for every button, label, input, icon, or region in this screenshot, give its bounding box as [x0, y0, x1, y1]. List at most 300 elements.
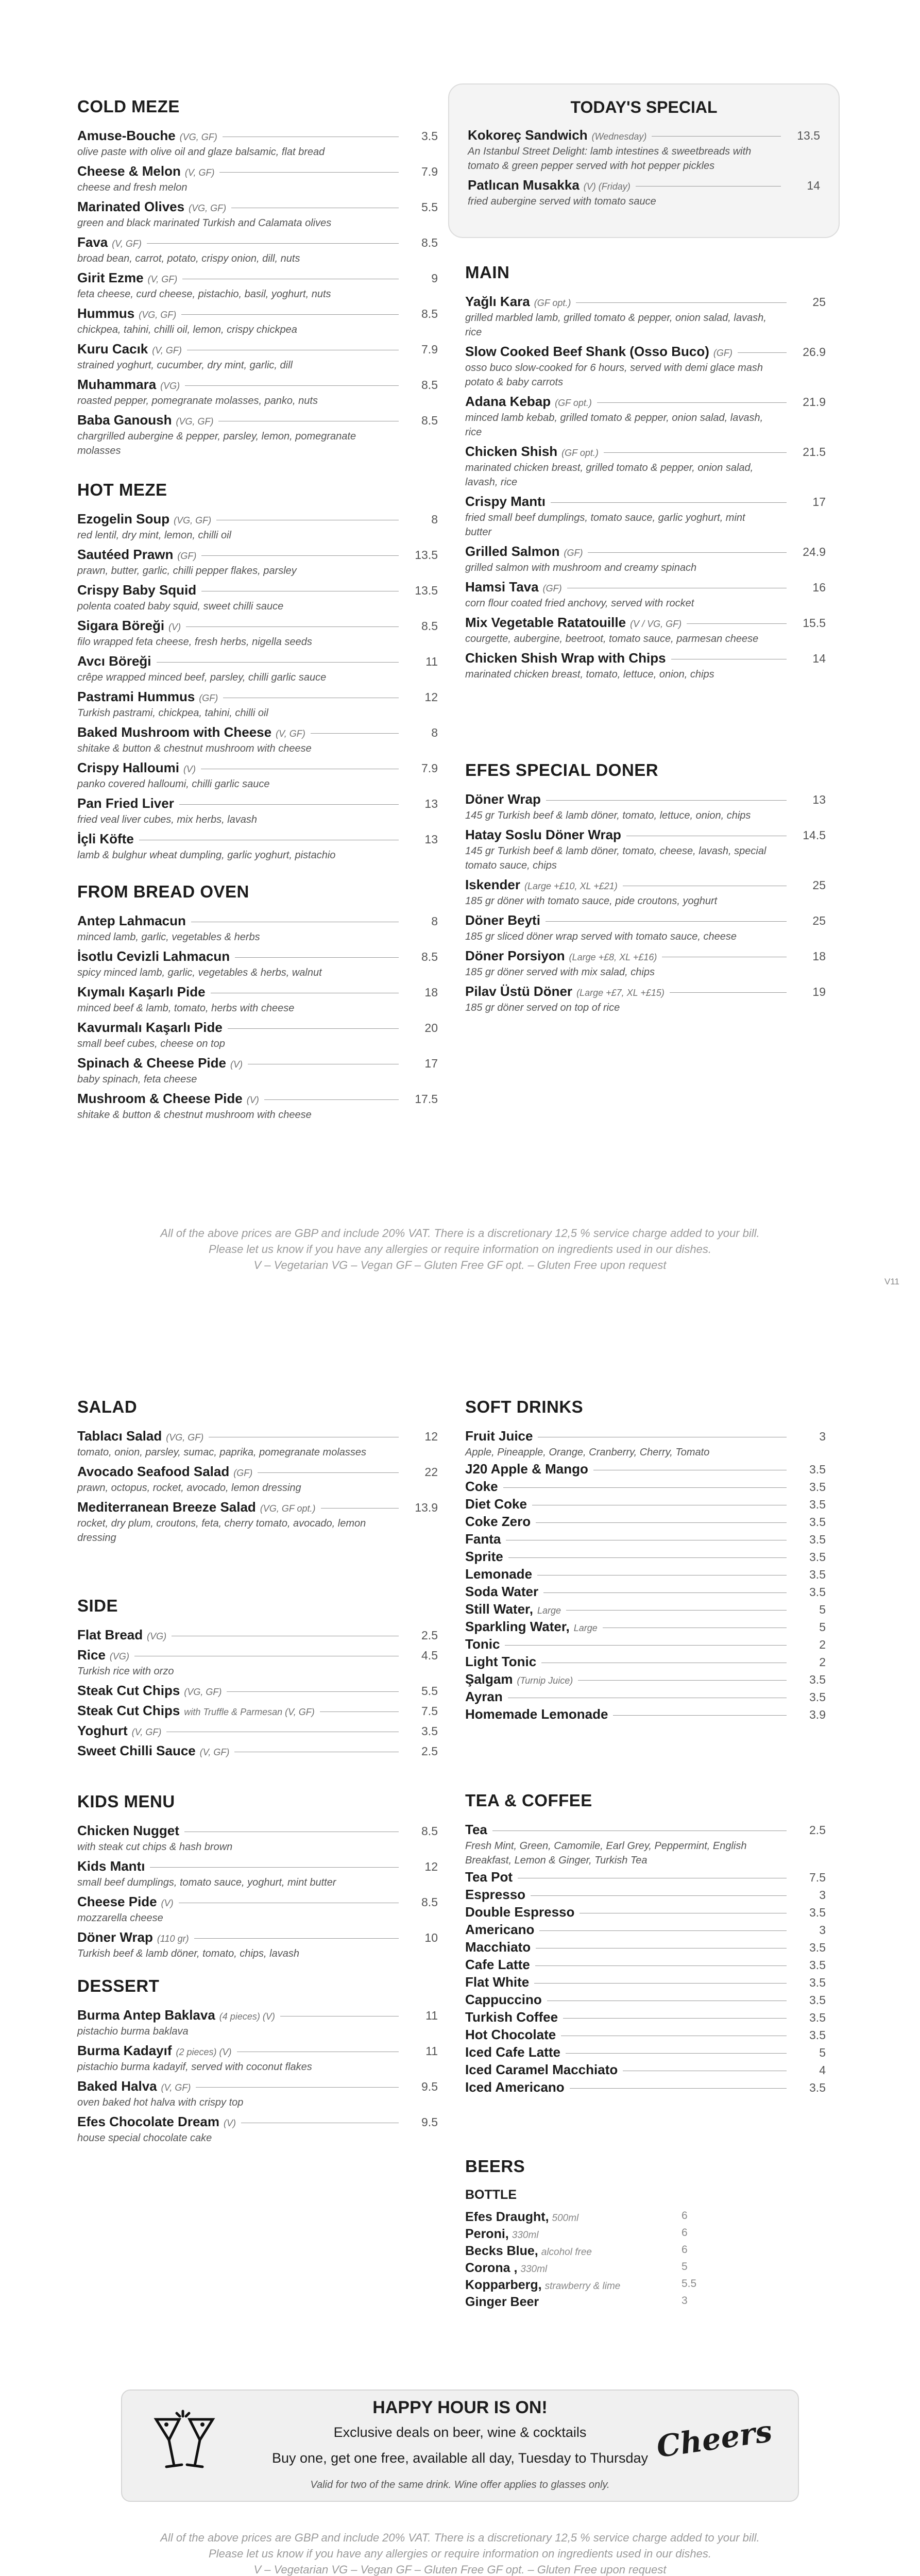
- item-name: Still Water,: [465, 1601, 533, 1617]
- item-price: 3.5: [809, 1690, 826, 1704]
- item-tag: (GF): [177, 551, 197, 561]
- menu-item: [465, 1706, 826, 1722]
- item-tag: (110 gr): [157, 1934, 189, 1944]
- menu-item-row: [465, 1514, 826, 1530]
- item-description: osso buco slow-cooked for 6 hours, served with demi glace mash potato & baby carrots: [465, 362, 763, 388]
- menu-item: [465, 579, 826, 611]
- item-price: 21.9: [803, 395, 826, 409]
- menu-item: [77, 1055, 438, 1087]
- bread-oven-section: [77, 882, 438, 1126]
- item-tag: (Turnip Juice): [517, 1675, 573, 1686]
- menu-item: [465, 1566, 826, 1582]
- item-tag: (V): [183, 764, 196, 774]
- item-price: 8.5: [421, 1824, 438, 1838]
- dotted-leader: [563, 2018, 787, 2019]
- menu-item: [465, 344, 826, 389]
- item-description: minced lamb kebab, grilled tomato & pepper, onion salad, lavash, rice: [465, 412, 763, 438]
- item-description: chargrilled aubergine & pepper, parsley, lemon, pomegranate molasses: [77, 431, 356, 456]
- menu-item-row: [465, 1706, 826, 1722]
- dotted-leader: [566, 1610, 787, 1611]
- menu-item: [465, 912, 826, 944]
- item-name: Light Tonic: [465, 1654, 537, 1669]
- item-name: Double Espresso: [465, 1904, 575, 1920]
- item-description: rocket, dry plum, croutons, feta, cherry tomato, avocado, lemon dressing: [77, 1518, 366, 1544]
- beer-item: [465, 2295, 826, 2310]
- item-price: 3.5: [809, 1673, 826, 1686]
- menu-item-row: [465, 1992, 826, 2008]
- dotted-leader: [534, 1983, 787, 1984]
- item-description: house special chocolate cake: [77, 2132, 212, 2144]
- menu-item: [77, 618, 438, 649]
- item-price: 2.5: [809, 1823, 826, 1837]
- item-name: Cheese & Melon: [77, 163, 181, 179]
- item-name: Pan Fried Liver: [77, 795, 174, 811]
- item-name: Burma Antep Baklava: [77, 2007, 215, 2023]
- item-tag: (V): [230, 1059, 243, 1070]
- section-title: HOT MEZE: [77, 480, 167, 499]
- item-name: Fava: [77, 234, 108, 250]
- dotted-leader: [185, 385, 399, 386]
- footer-note: [52, 1225, 868, 1273]
- menu-item: [77, 341, 438, 372]
- item-name: Flat Bread: [77, 1627, 143, 1642]
- menu-item-row: [465, 344, 826, 360]
- menu-item: [465, 2044, 826, 2060]
- menu-list: [465, 1428, 826, 1722]
- menu-item-row: [77, 653, 438, 669]
- menu-item: [77, 1743, 438, 1759]
- menu-item: [465, 827, 826, 873]
- menu-item: [465, 877, 826, 908]
- item-price: 3: [819, 1430, 826, 1443]
- item-price: 8: [431, 726, 438, 739]
- menu-list: [468, 127, 820, 209]
- item-price: 11: [425, 2009, 438, 2022]
- item-description: marinated chicken breast, grilled tomato & pepper, onion salad, lavash, rice: [465, 462, 754, 488]
- item-price: 13: [424, 833, 438, 846]
- menu-item-row: [465, 1822, 826, 1838]
- doner-section: [465, 760, 826, 1019]
- beer-name: Efes Draught,: [465, 2210, 549, 2224]
- item-name: Pastrami Hummus: [77, 689, 195, 704]
- item-price: 2.5: [421, 1744, 438, 1758]
- menu-item-row: [77, 1428, 438, 1444]
- item-name: Hummus: [77, 306, 135, 321]
- menu-item-row: [465, 1904, 826, 1920]
- menu-item-row: [465, 444, 826, 460]
- menu-item: [77, 163, 438, 195]
- menu-item: [77, 1683, 438, 1699]
- menu-item: [465, 1922, 826, 1938]
- item-price: 20: [424, 1021, 438, 1035]
- item-name: Ayran: [465, 1689, 503, 1704]
- menu-item: [465, 1636, 826, 1652]
- item-name: Döner Porsiyon: [465, 948, 565, 963]
- item-tag: (VG): [160, 381, 180, 391]
- item-price: 22: [424, 1465, 438, 1479]
- item-price: 26.9: [803, 345, 826, 359]
- salad-section: [77, 1397, 438, 1549]
- item-name: Efes Chocolate Dream: [77, 2114, 219, 2129]
- item-tag: (GF): [199, 693, 218, 703]
- menu-item: [465, 948, 826, 979]
- item-price: 8.5: [421, 236, 438, 249]
- happy-hour-title: HAPPY HOUR IS ON!: [372, 2398, 548, 2417]
- item-name: Tonic: [465, 1636, 500, 1652]
- section-title: SOFT DRINKS: [465, 1397, 584, 1416]
- item-description: An Istanbul Street Delight: lamb intestines & sweetbreads with tomato & green pepper served with hot pepper pickles: [468, 146, 752, 172]
- dotted-leader: [196, 2087, 399, 2088]
- menu-list: [77, 1823, 438, 1961]
- dotted-leader: [503, 1487, 787, 1488]
- item-price: 3.5: [809, 1585, 826, 1599]
- menu-item: [77, 1858, 438, 1890]
- menu-item-row: [465, 827, 826, 843]
- item-price: 18: [424, 986, 438, 999]
- menu-item-row: [77, 1858, 438, 1874]
- menu-list: [77, 1428, 438, 1545]
- item-description: broad bean, carrot, potato, crispy onion, dill, nuts: [77, 253, 300, 264]
- item-name: Antep Lahmacun: [77, 913, 186, 928]
- footer-line: All of the above prices are GBP and include 20% VAT. There is a discretionary 12,5 % service charge added to your bill.: [160, 1227, 760, 1240]
- menu-item-row: [77, 689, 438, 705]
- main-section: [465, 263, 826, 686]
- menu-item: [465, 984, 826, 1015]
- beers-section: [465, 2157, 826, 2312]
- item-description: Turkish rice with orzo: [77, 1666, 174, 1677]
- item-description: 145 gr Turkish beef & lamb döner, tomato, lettuce, onion, chips: [465, 810, 751, 821]
- dotted-leader: [235, 957, 399, 958]
- item-price: 25: [812, 878, 826, 892]
- item-tag: (V): [223, 2118, 236, 2128]
- menu-item: [465, 2027, 826, 2043]
- item-price: 17: [812, 495, 826, 509]
- item-name: Hot Chocolate: [465, 2027, 556, 2042]
- item-price: 17: [424, 1057, 438, 1070]
- item-tag: (V): [246, 1095, 259, 1105]
- menu-item: [465, 1939, 826, 1955]
- item-tag: (Wednesday): [591, 131, 647, 142]
- menu-item: [77, 2114, 438, 2145]
- item-description: green and black marinated Turkish and Calamata olives: [77, 217, 332, 229]
- menu-item: [465, 1671, 826, 1687]
- menu-item-row: [77, 984, 438, 1000]
- item-name: Iced Caramel Macchiato: [465, 2062, 618, 2077]
- menu-item-row: [77, 1499, 438, 1515]
- item-name: Iced Americano: [465, 2079, 565, 2095]
- item-price: 25: [812, 295, 826, 309]
- menu-item-row: [465, 791, 826, 807]
- menu-item-row: [465, 1601, 826, 1617]
- item-price: 13.5: [415, 584, 438, 597]
- item-price: 3.5: [421, 1724, 438, 1738]
- menu-item: [465, 1974, 826, 1990]
- item-price: 7.9: [421, 761, 438, 775]
- menu-item-row: [77, 163, 438, 179]
- item-name: Fruit Juice: [465, 1428, 533, 1444]
- menu-item-row: [77, 2043, 438, 2059]
- item-description: grilled salmon with mushroom and creamy spinach: [465, 562, 697, 573]
- item-description: 145 gr Turkish beef & lamb döner, tomato, cheese, lavash, special tomato sauce, chips: [465, 845, 766, 871]
- menu-list: [77, 2007, 438, 2145]
- item-description: filo wrapped feta cheese, fresh herbs, nigella seeds: [77, 636, 312, 648]
- item-description: tomato, onion, parsley, sumac, paprika, pomegranate molasses: [77, 1447, 367, 1458]
- beer-price: 3: [682, 2295, 688, 2307]
- dotted-leader: [505, 1645, 787, 1646]
- item-price: 8.5: [421, 619, 438, 633]
- dotted-leader: [531, 1895, 787, 1896]
- item-description: Turkish beef & lamb döner, tomato, chips, lavash: [77, 1948, 299, 1959]
- menu-item: [77, 511, 438, 543]
- footer-line: V – Vegetarian VG – Vegan GF – Gluten Free GF opt. – Gluten Free upon request: [253, 1259, 667, 1272]
- item-description: oven baked hot halva with crispy top: [77, 2097, 244, 2108]
- item-price: 11: [425, 655, 438, 668]
- item-name: Fanta: [465, 1531, 501, 1547]
- cheers-logo: Cheers: [654, 2413, 774, 2465]
- menu-item-row: [77, 1823, 438, 1839]
- menu-item-row: [465, 2044, 826, 2060]
- menu-list: [77, 128, 438, 458]
- item-price: 13: [424, 797, 438, 810]
- menu-item-row: [465, 544, 826, 560]
- menu-item-row: [465, 1636, 826, 1652]
- menu-item-row: [77, 1091, 438, 1107]
- menu-list: [77, 511, 438, 862]
- item-price: 3.9: [809, 1708, 826, 1721]
- item-name: Avocado Seafood Salad: [77, 1464, 230, 1479]
- menu-item-row: [465, 494, 826, 510]
- menu-item-row: [465, 877, 826, 893]
- item-name: Cappuccino: [465, 1992, 542, 2007]
- menu-item-row: [77, 2078, 438, 2094]
- menu-item: [77, 1647, 438, 1679]
- dotted-leader: [181, 314, 399, 315]
- item-price: 7.9: [421, 165, 438, 178]
- item-name: Cheese Pide: [77, 1894, 157, 1909]
- dotted-leader: [738, 352, 787, 353]
- item-price: 24.9: [803, 545, 826, 558]
- menu-item: [465, 791, 826, 823]
- menu-item-row: [465, 1549, 826, 1565]
- menu-item: [465, 1654, 826, 1670]
- item-price: 3.5: [809, 1906, 826, 1919]
- menu-list: [77, 913, 438, 1122]
- beer-price: 5: [682, 2261, 688, 2273]
- item-tag: with Truffle & Parmesan (V, GF): [184, 1707, 315, 1717]
- item-price: 15.5: [803, 616, 826, 630]
- happy-hour-note: Valid for two of the same drink. Wine offer applies to glasses only.: [310, 2479, 610, 2490]
- item-tag: (VG, GF): [184, 1687, 222, 1697]
- item-description: feta cheese, curd cheese, pistachio, basil, yoghurt, nuts: [77, 289, 331, 300]
- dotted-leader: [311, 733, 399, 734]
- menu-item-row: [77, 1929, 438, 1945]
- menu-item: [465, 394, 826, 439]
- item-description: Turkish pastrami, chickpea, tahini, chilli oil: [77, 707, 268, 719]
- item-name: Sprite: [465, 1549, 503, 1564]
- menu-item-row: [77, 341, 438, 357]
- item-price: 5: [819, 1603, 826, 1616]
- item-name: Ezogelin Soup: [77, 511, 170, 527]
- section-title: TEA & COFFEE: [465, 1791, 592, 1810]
- item-price: 3.5: [809, 2028, 826, 2042]
- item-price: 8.5: [421, 414, 438, 427]
- item-description: small beef cubes, cheese on top: [77, 1038, 225, 1049]
- item-name: Şalgam: [465, 1671, 513, 1687]
- side-section: [77, 1596, 438, 1763]
- item-tag: Large: [573, 1623, 598, 1633]
- item-description: minced beef & lamb, tomato, herbs with cheese: [77, 1003, 295, 1014]
- menu-item: [77, 306, 438, 337]
- menu-item: [77, 1929, 438, 1961]
- section-title: TODAY'S SPECIAL: [570, 98, 718, 116]
- item-name: Spinach & Cheese Pide: [77, 1055, 226, 1071]
- menu-item: [465, 444, 826, 489]
- menu-item-row: [77, 948, 438, 964]
- item-name: Slow Cooked Beef Shank (Osso Buco): [465, 344, 709, 359]
- beer-note: 330ml: [512, 2230, 539, 2241]
- beer-note: 330ml: [520, 2264, 548, 2275]
- menu-item: [465, 615, 826, 646]
- item-price: 3.5: [809, 1568, 826, 1581]
- item-price: 7.5: [809, 1871, 826, 1884]
- item-price: 9.5: [421, 2115, 438, 2129]
- dotted-leader: [179, 804, 399, 805]
- dotted-leader: [321, 1508, 399, 1509]
- menu-item-row: [465, 394, 826, 410]
- menu-item-row: [465, 2079, 826, 2095]
- menu-item-row: [465, 984, 826, 999]
- menu-item-row: [77, 377, 438, 393]
- menu-item-row: [77, 306, 438, 321]
- item-description: red lentil, dry mint, lemon, chilli oil: [77, 530, 231, 541]
- item-tag: (VG, GF): [189, 203, 227, 213]
- item-price: 3.5: [809, 1941, 826, 1954]
- menu-item-row: [465, 1887, 826, 1903]
- item-price: 9: [431, 272, 438, 285]
- dotted-leader: [588, 552, 787, 553]
- page-number: V11: [884, 1277, 899, 1286]
- menu-item: [465, 2062, 826, 2078]
- item-price: 3.5: [809, 1498, 826, 1511]
- item-name: Girit Ezme: [77, 270, 144, 285]
- item-price: 9.5: [421, 2080, 438, 2093]
- menu-item: [77, 1823, 438, 1854]
- item-description: panko covered halloumi, chilli garlic sauce: [77, 778, 270, 790]
- dotted-leader: [227, 1691, 399, 1692]
- item-price: 3.5: [809, 1480, 826, 1494]
- item-description: 185 gr döner served on top of rice: [465, 1002, 620, 1013]
- menu-item-row: [77, 1055, 438, 1071]
- item-price: 14.5: [803, 828, 826, 842]
- beer-name: Peroni,: [465, 2227, 509, 2241]
- footer-line: Please let us know if you have any allergies or require information on ingredients used in our dishes.: [209, 1243, 711, 1256]
- happy-hour-banner: [121, 2389, 799, 2502]
- dotted-leader: [228, 1028, 399, 1029]
- item-name: Tablacı Salad: [77, 1428, 162, 1444]
- item-name: Kokoreç Sandwich: [468, 127, 588, 143]
- item-price: 11: [425, 2044, 438, 2058]
- item-tag: (4 pieces) (V): [219, 2011, 275, 2022]
- item-price: 18: [812, 950, 826, 963]
- item-price: 8.5: [421, 307, 438, 320]
- item-name: Grilled Salmon: [465, 544, 560, 559]
- menu-item: [465, 1461, 826, 1477]
- item-name: Cafe Latte: [465, 1957, 530, 1972]
- item-tag: (VG, GF): [139, 310, 177, 320]
- menu-item-row: [465, 1461, 826, 1477]
- item-description: courgette, aubergine, beetroot, tomato sauce, parmesan cheese: [465, 633, 759, 645]
- item-price: 3.5: [809, 2081, 826, 2094]
- item-tag: (V) (Friday): [583, 181, 631, 192]
- dotted-leader: [652, 136, 781, 137]
- beer-note: strawberry & lime: [544, 2281, 621, 2292]
- menu-item: [77, 984, 438, 1015]
- menu-item-row: [77, 724, 438, 740]
- menu-item: [468, 177, 820, 209]
- item-name: Döner Beyti: [465, 912, 540, 928]
- item-tag: (V, GF): [131, 1727, 162, 1737]
- item-price: 7.5: [421, 1704, 438, 1718]
- menu-list: [465, 791, 826, 1015]
- item-price: 21.5: [803, 445, 826, 459]
- menu-item: [77, 412, 438, 458]
- item-tag: (Large +£7, XL +£15): [576, 988, 665, 998]
- item-name: Macchiato: [465, 1939, 531, 1955]
- item-name: Crispy Mantı: [465, 494, 546, 509]
- dotted-leader: [157, 662, 399, 663]
- item-tag: (2 pieces) (V): [176, 2047, 232, 2057]
- item-tag: (Large +£10, XL +£21): [524, 881, 618, 891]
- beer-price: 6: [682, 2227, 688, 2239]
- item-description: lamb & bulghur wheat dumpling, garlic yoghurt, pistachio: [77, 850, 336, 861]
- item-tag: (V, GF): [112, 239, 142, 249]
- item-tag: (VG, GF): [179, 132, 217, 142]
- menu-item-row: [77, 582, 438, 598]
- menu-item: [77, 2007, 438, 2039]
- beer-name: Kopparberg,: [465, 2278, 542, 2292]
- item-price: 3.5: [809, 1515, 826, 1529]
- item-name: Baba Ganoush: [77, 412, 172, 428]
- menu-item-row: [465, 948, 826, 964]
- item-tag: (V, GF): [152, 345, 182, 355]
- item-price: 5.5: [421, 200, 438, 214]
- beer-note: alcohol free: [541, 2247, 592, 2258]
- menu-item-row: [465, 1922, 826, 1938]
- menu-item: [465, 650, 826, 682]
- item-name: Avcı Böreği: [77, 653, 151, 669]
- item-price: 13.5: [415, 548, 438, 562]
- menu-item-row: [77, 1020, 438, 1036]
- footer-line: Please let us know if you have any allergies or require information on ingredients used in our dishes.: [209, 2547, 711, 2560]
- kids-menu-section: [77, 1792, 438, 1965]
- menu-item: [77, 1428, 438, 1460]
- menu-item: [77, 270, 438, 301]
- item-name: Iskender: [465, 877, 520, 892]
- item-price: 3.5: [809, 1550, 826, 1564]
- item-name: Coke Zero: [465, 1514, 531, 1529]
- item-name: Chicken Shish: [465, 444, 558, 459]
- item-tag: (V, GF): [276, 728, 305, 739]
- dotted-leader: [536, 1522, 787, 1523]
- menu-list: [77, 1627, 438, 1759]
- menu-item-row: [77, 1683, 438, 1699]
- menu-item: [465, 1887, 826, 1903]
- menu-item-row: [465, 1689, 826, 1705]
- item-price: 16: [812, 581, 826, 594]
- menu-item: [77, 831, 438, 862]
- menu-item: [77, 1703, 438, 1719]
- item-description: pistachio burma kadayif, served with coconut flakes: [77, 2061, 312, 2073]
